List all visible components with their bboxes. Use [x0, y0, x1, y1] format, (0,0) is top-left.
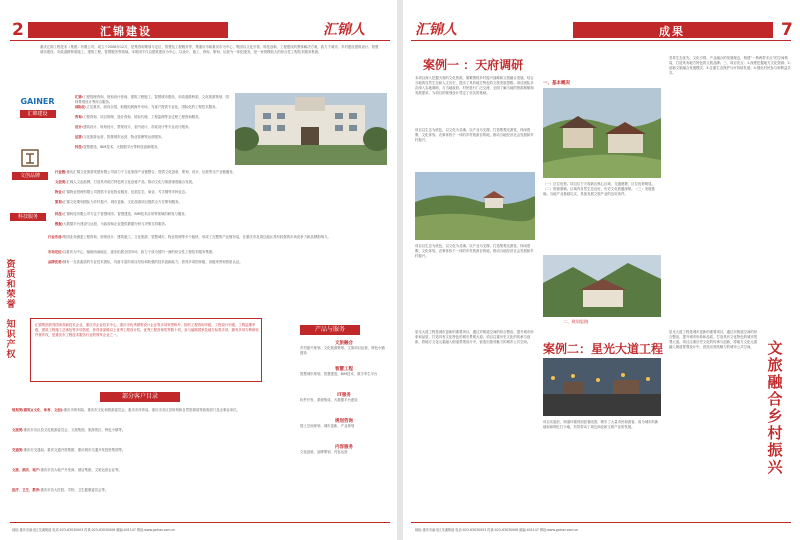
street-illustration [543, 358, 661, 416]
dept-item-tag: 规划类(建筑)(文化、体育、文创): [12, 408, 64, 412]
product-title: 内容服务 [335, 445, 353, 450]
product-title: 文旅融合 [335, 341, 353, 346]
side-label-ip: 知识产权 [6, 320, 16, 360]
mid-paragraph-text: 集团业务涵盖工程咨询、规划设计、建筑施工、文化旅游、智慧城市、物业管理等多个板块，形成了完整的产业链布局，在重庆市及周边地区具有较强的市场竞争力和品牌影响力。 [62, 235, 331, 239]
brand-item-tag: 物业: [55, 190, 64, 194]
case1-title: 案例一 ：天府调研 [423, 58, 524, 72]
case1-col1-bottom: 项目以生态为底色、以文化为灵魂、以产业为支撑，打造集观光游览、休闲度假、文化体验、农事体验于一体的乡村旅游目的地，推动当地经济社会发展和乡村振兴。 [415, 244, 534, 258]
honors-text: 汇锦集团获得国家高新技术企业、重庆市企业技术中心、重庆市优秀勘察设计企业等多项荣誉称号，拥有工程咨询甲级、工程设计甲级、工程监理甲级、建筑工程施工总承包等多项资质，获得省部级以上优秀工程设计奖、优秀工程咨询奖等数十项，参与编制国家及地方标准多项，拥有多项专利和软件著作权，是重庆市工程技术服务行业的领军企业之一。 [35, 323, 259, 337]
company-item-text: 工程管理咨询、规划设计咨询、建筑工程施工、智慧城市建设、市政道路桥梁、文化旅游策划、园林景观设计等综合服务。 [75, 95, 229, 104]
product-text: 乡村振兴规划、文化旅游策划、文旅项目运营、特色小镇建设 [300, 346, 385, 355]
brand-list [55, 170, 385, 210]
header-bar-right [573, 22, 773, 38]
case1-photo-caption: 一、基本概况 [543, 81, 570, 86]
brand-item [55, 180, 385, 190]
brand-item-tag: 策划: [55, 200, 64, 204]
case1-photo-2 [543, 88, 661, 178]
company-list [75, 95, 230, 155]
mid-paragraph-text: 以重庆为中心，辐射西南地区，逐步拓展全国市场，致力于成为国内一流的综合性工程技术服务集团。 [62, 250, 216, 254]
logo-right: 汇锦人 [415, 22, 457, 38]
product-item [300, 366, 388, 392]
brand-item [55, 170, 385, 180]
company-item-text: 建筑设计、规划设计、景观设计、室内设计、市政设计等专业设计服务。 [83, 125, 192, 129]
wenchuang-logo [12, 148, 48, 188]
products-list [300, 340, 388, 470]
product-text: 软件开发、系统集成、大数据平台建设 [300, 398, 358, 402]
brand-item-text: 汇锦文化策划团队为乡村振兴、城市更新、文化旅游项目提供全方位策划服务。 [63, 200, 182, 204]
product-text: 国土空间规划、城市更新、产业规划 [300, 424, 355, 428]
case1-col2-text: （一）区位优势。项目位于天府新区核心区域，交通便捷，区位优势明显。（二）资源禀赋。区域内自然生态良好，历史文化底蕴深厚。（三）发展基础。当地产业基础扎实，具备发展文旅产业的良好条件。 [543, 182, 655, 196]
dept-item-tag: 交通类: [12, 448, 24, 452]
dept-item-text: 重庆市规划局、重庆市文化和旅游委员会、重庆市体育局、重庆市各区县规划和自然资源局等政府部门及企事业单位。 [63, 408, 240, 412]
company-item [75, 145, 230, 155]
company-item [75, 135, 230, 145]
case1-col3-text: 坚持生态优先、文化引领、产业融合的发展理念，构建“一核两带多点”的空间格局，打造具有地方特色的文旅品牌。三、项目亮点：1.深度挖掘地方文化资源；2.创新文旅融合发展模式；3.注重生态保护与可持续发展；4.强化村民参与和利益共享。 [669, 56, 791, 75]
tech-item-tag: 数据: [55, 222, 64, 226]
product-text: 智慧城市规划、智慧建造、BIM技术、数字孪生平台 [300, 372, 378, 376]
vertical-title: 文旅融合乡村振兴 [767, 339, 783, 476]
product-text: 文化创意、品牌策划、内容运营 [300, 450, 348, 454]
dept-item-text: 重庆市各大医院、学校、卫生健康委员会等。 [40, 488, 109, 492]
product-item [300, 444, 388, 470]
case1-photo-3 [543, 255, 661, 317]
company-item [75, 115, 230, 125]
header-rule [10, 40, 390, 41]
dept-item-text: 重庆市各大地产开发商、酒店集团、文旅运营企业等。 [40, 468, 122, 472]
tech-item [55, 212, 385, 222]
dept-item-tag: 文旅、酒店、地产: [12, 468, 41, 472]
building-photo [235, 93, 387, 165]
case2-photo [543, 358, 661, 416]
intro-text: 重庆汇锦工程技术（集团）有限公司，成立于2008年12月，是集咨询策划与定位、智慧及工程服务等，集重庆市和重庆市为中心，集团以文化引领、科技创新、工程建设的整体解决方案，致力于城市、乡村建设建筑设计、智慧城市建设、市政道路桥梁施工、建筑工程、智慧服务等领域。本集团不仅以建筑建设为中心，以设计、施工、咨询、策划、运营为一体化服务，是一家规模较大的综合性工程技术服务集团。 [40, 45, 379, 54]
product-title: 智慧工程 [335, 367, 353, 372]
product-title: IT服务 [337, 393, 351, 398]
company-item-tag: 国际化: [75, 105, 87, 109]
brand-item-text: 汇锦人文创品牌，打造具有地方特色的文化创意产品，推动文化与旅游深度融合发展。 [66, 180, 196, 184]
honors-box [30, 318, 262, 382]
case1-col1-text-b: 项目以生态为底色、以文化为灵魂、以产业为支撑，打造集观光游览、休闲度假、文化体验、农事体验于一体的乡村旅游目的地，推动当地经济社会发展和乡村振兴。 [415, 128, 534, 142]
mid-paragraph-tag: 市场定位: [48, 250, 63, 254]
mid-paragraphs [48, 235, 388, 270]
village-illustration [543, 88, 661, 178]
brand-item-tag: 行业链: [55, 170, 67, 174]
footer-right: 地址:重庆市渝北区龙溪街道 电话:023-63030003 传真:023-63030006 邮编:401147 网址:www.gainer.com.cn [415, 528, 579, 532]
mid-paragraph-text: 拥有一支高素质的专业技术团队，具备丰富的项目经验和较强的技术创新能力，获得多项国家级、省级荣誉和资质认证。 [62, 260, 243, 264]
footer-rule-left [10, 522, 390, 523]
tech-item-tag: 科技: [55, 212, 64, 216]
case2-title: 案例二：星光大道工程 [543, 342, 664, 356]
landscape-illustration [543, 255, 661, 317]
dept-item [12, 408, 294, 428]
product-title: 规划咨询 [335, 419, 353, 424]
dept-list [12, 408, 294, 508]
page-number-left: 2 [12, 20, 24, 40]
mid-paragraph [48, 235, 388, 250]
brand-item [55, 200, 385, 210]
footer-left: 地址:重庆市渝北区龙溪街道 电话:023-63030003 传真:023-63030006 邮编:401147 网址:www.gainer.com.cn [12, 528, 176, 532]
header-bar-left [28, 22, 228, 38]
case2-text-col3: 星光大道工程是城市更新的重要项目，通过对街道空间的综合整治，提升城市形象和品质，打造具有文化特色的城市景观大道。项目注重历史文化的传承与创新，将地方文化元素融入街道景观设计中，营造出独具魅力的城市公共空间。 [669, 330, 758, 349]
company-item-text: 文化旅游运营、智慧城市运营、物业管理等运营服务。 [83, 135, 165, 139]
case2-text-col2: 项目实施后，街道环境得到显著改善，吸引了大量市民和游客，成为城市的新地标和网红打卡地，有效带动了周边商业和文旅产业的发展。 [543, 420, 659, 429]
company-item-tag: 汇锦: [75, 95, 84, 99]
dept-title: 部分客户目录 [100, 392, 180, 402]
side-label-honors: 资质和荣誉 [6, 260, 16, 310]
gainer-logo [10, 97, 65, 135]
dept-item [12, 488, 294, 508]
mid-paragraph-tag: 行业布局: [48, 235, 63, 239]
mid-paragraph-tag: 品牌优势: [48, 260, 63, 264]
badge-wenhua: 文创品牌 [12, 172, 48, 180]
dept-item-text: 重庆市各区县文化旅游委员会、文旅集团、旅游景区、特色小镇等。 [23, 428, 126, 432]
page-number-right: 7 [781, 20, 793, 40]
company-item-tag: 设计: [75, 125, 84, 129]
brand-item-text: 重庆汇锦文化旅游发展有限公司致力于文化旅游产业链整合，提供文化创意、策划、设计、运营等全产业链服务。 [66, 170, 237, 174]
building-illustration [235, 93, 387, 165]
case1-photo-1 [415, 172, 535, 240]
company-item-text: 立足重庆，面向全国，积极拓展海外市场，为客户提供专业化、国际化的工程技术服务。 [86, 105, 219, 109]
brand-seal-icon [20, 148, 40, 168]
section-title-right: 成果 [659, 25, 685, 38]
field-illustration [415, 172, 535, 240]
right-page [403, 0, 800, 540]
tech-item-text: 大数据平台建设与运营，为政府和企业提供数据分析与决策支持服务。 [63, 222, 169, 226]
tech-item [55, 222, 385, 232]
dept-item [12, 428, 294, 448]
header-rule-right [411, 40, 791, 41]
mid-paragraph [48, 250, 388, 260]
brand-item-text: 汇锦物业管理有限公司提供专业化物业服务，包括住宅、商业、写字楼等多种业态。 [63, 190, 189, 194]
product-item [300, 392, 388, 418]
tech-list [55, 212, 385, 232]
dept-item [12, 468, 294, 488]
case2-text-col1: 星光大道工程是城市更新的重要项目，通过对街道空间的综合整治，提升城市形象和品质，打造具有文化特色的城市景观大道。项目注重历史文化的传承与创新，将地方文化元素融入街道景观设计中，营造出独具魅力的城市公共空间。 [415, 330, 534, 344]
case1-photo2-caption: 二、规划思路 [563, 319, 589, 324]
company-item-tag: 运营: [75, 135, 84, 139]
company-item-text: 工程咨询、项目管理、造价咨询、招标代理、工程监理等全过程工程咨询服务。 [83, 115, 202, 119]
brand-item-tag: 文创类: [55, 180, 67, 184]
badge-keji: 科技服务 [10, 213, 46, 221]
left-page [0, 0, 397, 540]
products-title: 产品与服务 [300, 325, 360, 335]
mid-paragraph [48, 260, 388, 270]
company-item [75, 95, 230, 105]
dept-item-tag: 医疗、卫生、教育: [12, 488, 41, 492]
footer-rule-right [411, 522, 791, 523]
tech-item-text: 汇锦科技有限公司专注于智慧城市、智慧建造、BIM技术应用等领域的研发与服务。 [63, 212, 189, 216]
company-item-tag: 科技: [75, 145, 84, 149]
dept-item-text: 重庆市交通局、重庆交通开投集团、重庆城市交通开发投资集团等。 [23, 448, 126, 452]
dept-item-tag: 文旅类: [12, 428, 24, 432]
company-item-text: 智慧建造、BIM技术、大数据平台等科技创新服务。 [83, 145, 161, 149]
product-item [300, 340, 388, 366]
gainer-subtitle: 汇锦建设 [20, 110, 56, 118]
gainer-wordmark: GAINER [20, 97, 55, 106]
dept-item [12, 448, 294, 468]
case1-col1-text: 本项目深入挖掘天府的文化资源，紧紧围绕乡村振兴战略和文旅融合发展，结合当地的自然生态和人文历史，提出了具有地方特色的文旅发展思路。项目团队多次深入实地调研，与当地政府、村民进行广泛交流，全面了解当地的资源禀赋和发展需求，为项目的规划设计奠定了坚实的基础。 [415, 76, 534, 95]
logo-left: 汇锦人 [323, 22, 365, 38]
product-item [300, 418, 388, 444]
brand-item [55, 190, 385, 200]
company-item [75, 105, 230, 115]
section-title-left: 汇锦建设 [100, 25, 152, 38]
company-item-tag: 咨询: [75, 115, 84, 119]
company-item [75, 125, 230, 135]
